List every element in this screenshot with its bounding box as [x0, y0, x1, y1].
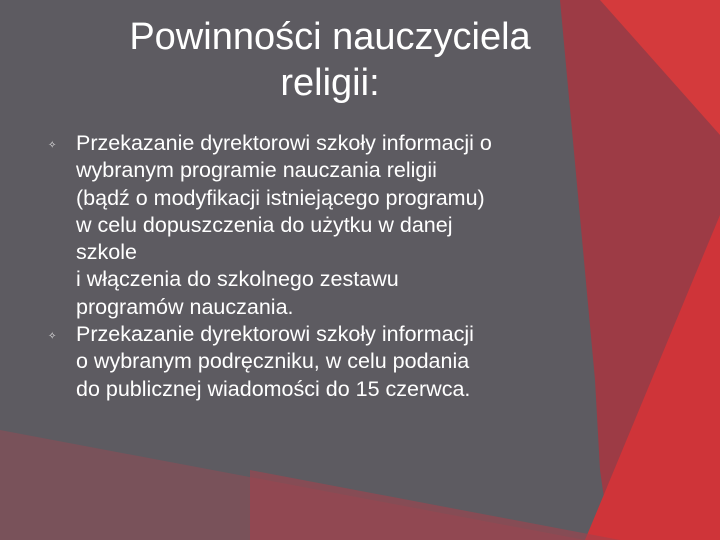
- bullet-diamond-icon: ✧: [48, 140, 57, 151]
- bullet-list: [48, 130, 628, 403]
- bullet-1-line-1: Przekazanie dyrektorowi szkoły informacji o: [76, 131, 492, 155]
- bullet-diamond-icon: ✧: [48, 331, 57, 343]
- title-line-2: religii:: [280, 62, 380, 104]
- bullet-1-line-3: (bądź o modyfikacji istniejącego programu): [76, 185, 485, 210]
- bullet-1-line-2: wybranym programie nauczania religii: [76, 158, 437, 183]
- bullet-2-line-3: do publicznej wiadomości do 15 czerwca.: [76, 376, 471, 401]
- bullet-2-line-2: o wybranym podręczniku, w celu podania: [76, 349, 470, 374]
- bullet-1-line-6: i włączenia do szkolnego zestawu: [76, 267, 399, 292]
- bullet-1-line-7: programów nauczania.: [76, 294, 294, 319]
- bullet-1-line-5: szkole: [76, 240, 137, 265]
- slide-title: [60, 14, 600, 106]
- bullet-2-line-1: Przekazanie dyrektorowi szkoły informacji: [76, 322, 474, 347]
- bullet-1-line-4: w celu dopuszczenia do użytku w danej: [76, 212, 453, 237]
- title-line-1: Powinności nauczyciela: [129, 16, 531, 58]
- bullet-item-1: [48, 130, 628, 321]
- bullet-item-2: [48, 321, 628, 403]
